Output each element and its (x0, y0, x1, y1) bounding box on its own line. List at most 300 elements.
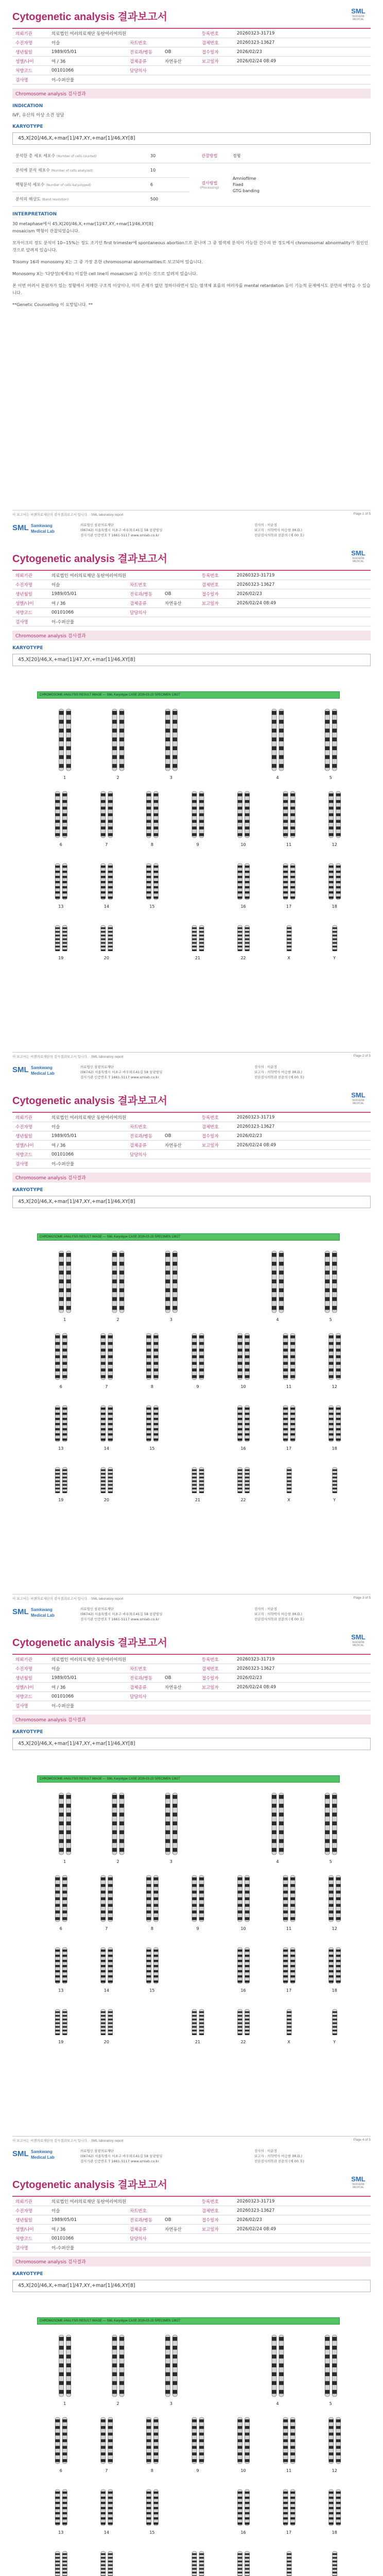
interpretation-text: 30 metaphase에서 45,X[20]/46,X,+mar[1]/47,XY,+mar[1]/46,XY[8] mosaicism 핵형이 관찰되었습니다. 모자이크의 정도 분석이 10~15%는 정도 조기인 first trimester에 spontaneous abortion으로 끝나며 그 중 염색체 분석이 가능한 건수의 반 정도에서 chromosomal abnormality가 원인인 것으로 알려져 있습니다. Trisomy 16과 monosomy X는 그 중 가장 흔한 chromosomal abnormalities로 보고되어 있습니다. Monosomy X는 '다양성(체세포) 이질한 cell line의 mosaicism'을 보이는 것으로 알려져 있습니다. 본 이번 어려서 본원자가 있는 정형에서 저해한 구조적 이상이나, 미미 존재가 없던 정하더라면서 있는 염색체 표를의 여러자를 mental retardation 등이 기능적 문제에서도 분만의 예약을 수 있습니다. **Genetic Counselling 이 요망됩니다. ** (12, 221, 371, 307)
chromosome (325, 1793, 329, 1855)
chromosome-number: 13 (58, 1446, 64, 1451)
chromosome-number: 8 (150, 2468, 153, 2473)
report-title: Cytogenetic analysis 결과보고서 (12, 11, 168, 23)
chromosome-number: 8 (150, 1926, 153, 1931)
chromosome (290, 863, 295, 900)
chromosome (287, 2551, 291, 2576)
footer-lab: SML Samkwang Medical Lab 의료법인 삼광의료재단 (06742) 서울특별시 서초구 바우뫼로41길 58 삼광빌딩 검사기관 인증번호 T 1661-5117 www.smlab.co.kr 검사의 : 이순정 보고자 : 의학박사 이승현 (M.D.) 진단검사의학과 전문의 (제 00 호) (12, 2147, 371, 2164)
chromosome (245, 1333, 250, 1380)
karyogram-page (0, 542, 383, 1084)
chromosome (101, 791, 106, 838)
karyotype-heading: KARYOTYPE (12, 2272, 43, 2277)
chromosome-number: 10 (240, 2468, 246, 2473)
chromosome-number: 18 (332, 904, 337, 909)
chromosome (62, 2551, 67, 2576)
chromosome (101, 1405, 106, 1442)
chromosome-number: 13 (58, 1988, 64, 1993)
chromosome-number: 9 (196, 1926, 199, 1931)
chromosome (283, 1405, 288, 1442)
karyogram-figure (12, 688, 371, 1023)
chromosome (279, 1793, 284, 1855)
chromosome (108, 1467, 113, 1493)
chromosome-number: 21 (195, 2040, 201, 2044)
metric-label: 분석의 해상도 (Band resolution) (12, 192, 147, 207)
section-band: Chromosome analysis 검사결과 (12, 1173, 371, 1182)
chromosome (146, 2417, 151, 2464)
chromosome (153, 1333, 158, 1380)
chromosome-number: 4 (276, 775, 279, 780)
chromosome (199, 1467, 204, 1493)
chromosome (329, 2417, 334, 2464)
metric-label: 핵형분석 세포수 (Number of cells karyotyped) (12, 178, 147, 192)
chromosome (192, 2009, 197, 2035)
chromosome (101, 925, 106, 951)
chromosome (272, 1251, 276, 1313)
chromosome (199, 2551, 204, 2576)
chromosome (287, 925, 291, 951)
metric-value: 500 (147, 192, 189, 207)
chromosome (112, 2335, 117, 2397)
chromosome (245, 1875, 250, 1922)
chromosome (62, 1947, 67, 1984)
karyotype-result: 45,X[20]/46,X,+mar[1]/47,XY,+mar[1]/46,XY[8] (12, 1738, 371, 1750)
footer-lab: SML Samkwang Medical Lab 의료법인 삼광의료재단 (06742) 서울특별시 서초구 바우뫼로41길 58 삼광빌딩 검사기관 인증번호 T 1661-5117 www.smlab.co.kr 검사의 : 이순정 보고자 : 의학박사 이승현 (M.D.) 진단검사의학과 전문의 (제 00 호) (12, 521, 371, 538)
chromosome (199, 2009, 204, 2035)
chromosome (153, 1875, 158, 1922)
chromosome-number: 22 (240, 2040, 246, 2044)
chromosome (119, 2335, 124, 2397)
chromosome-number: 5 (329, 775, 332, 780)
chromosome (283, 791, 288, 838)
karyogram-figure (12, 1230, 371, 1565)
chromosome-number: 7 (105, 1384, 108, 1389)
section-band: Chromosome analysis 검사결과 (12, 1715, 371, 1724)
chromosome (119, 1793, 124, 1855)
chromosome-number: 21 (195, 956, 201, 960)
chromosome (272, 1793, 276, 1855)
chromosome (333, 2009, 337, 2035)
chromosome (146, 1947, 151, 1984)
chromosome-number: 20 (103, 1498, 109, 1502)
chromosome-number: 2 (116, 1859, 119, 1864)
chromosome-number: 6 (59, 842, 62, 847)
indication-text: IVF, 유산의 이상 소견 상담 (12, 113, 64, 118)
chromosome (55, 863, 60, 900)
chromosome (329, 1875, 334, 1922)
chromosome (119, 709, 124, 771)
chromosome (119, 1251, 124, 1313)
chromosome-number: 15 (149, 1446, 155, 1451)
karyogram-image (12, 2314, 371, 2576)
chromosome (336, 1405, 341, 1442)
chromosome-number: 8 (150, 1384, 153, 1389)
chromosome (62, 791, 67, 838)
chromosome (192, 2417, 197, 2464)
footer-logo: SML Samkwang Medical Lab (12, 523, 55, 534)
chromosome (290, 1405, 295, 1442)
chromosome (101, 1467, 106, 1493)
chromosome-number: 16 (240, 1988, 246, 1993)
chromosome (245, 2417, 250, 2464)
chromosome-number: 2 (116, 775, 119, 780)
chromosome-number: 22 (240, 956, 246, 960)
section-band: Chromosome analysis 검사결과 (12, 631, 371, 640)
chromosome (283, 1947, 288, 1984)
chromosome-number: 2 (116, 1317, 119, 1322)
chromosome (146, 791, 151, 838)
karyotype-heading: KARYOTYPE (12, 124, 43, 129)
chromosome (55, 1875, 60, 1922)
footer-logo: SML Samkwang Medical Lab (12, 1607, 55, 1618)
karyogram-banner: CHROMOSOME ANALYSIS RESULT IMAGE — SML Karyotype CASE 2026-03-23 SPECIMEN 13627 (37, 2317, 340, 2325)
chromosome (165, 1793, 170, 1855)
chromosome (153, 1405, 158, 1442)
chromosome (245, 863, 250, 900)
karyogram-image (12, 1772, 371, 2107)
chromosome (62, 2009, 67, 2035)
chromosome-number: 19 (58, 1498, 64, 1502)
chromosome-number: 3 (169, 775, 172, 780)
karyotype-result: 45,X[20]/46,X,+mar[1]/47,XY,+mar[1]/46,XY[8] (12, 2280, 371, 2292)
report-title: Cytogenetic analysis 결과보고서 (12, 2179, 168, 2191)
chromosome (336, 1947, 341, 1984)
chromosome (329, 1947, 334, 1984)
karyogram-page (0, 1084, 383, 1626)
chromosome-number: 7 (105, 842, 108, 847)
chromosome (59, 1251, 64, 1313)
chromosome-number: 11 (286, 842, 292, 847)
karyotype-result: 45,X[20]/46,X,+mar[1]/47,XY,+mar[1]/46,XY[8] (12, 654, 371, 666)
metric-value: 10 (147, 163, 189, 178)
chromosome (172, 709, 177, 771)
chromosome (112, 1793, 117, 1855)
chromosome (62, 863, 67, 900)
chromosome (62, 2489, 67, 2526)
karyogram-page (0, 1626, 383, 2168)
chromosome (290, 2489, 295, 2526)
chromosome (283, 1875, 288, 1922)
chromosome (279, 709, 284, 771)
chromosome-number: Y (333, 956, 336, 960)
chromosome (325, 1251, 329, 1313)
chromosome (108, 1333, 113, 1380)
chromosome (199, 791, 204, 838)
chromosome-number: 17 (286, 1446, 292, 1451)
chromosome (192, 1333, 197, 1380)
report-title: Cytogenetic analysis 결과보고서 (12, 1095, 168, 1107)
chromosome (62, 1333, 67, 1380)
chromosome (101, 2551, 106, 2576)
chromosome-number: 18 (332, 2530, 337, 2535)
chromosome-number: 6 (59, 1926, 62, 1931)
chromosome (62, 2417, 67, 2464)
report-title: Cytogenetic analysis 결과보고서 (12, 553, 168, 565)
chromosome (108, 2551, 113, 2576)
chromosome (55, 1333, 60, 1380)
patient-info-table: 의뢰기관 의료법인 여러의료재단 동탄여러여의원 등록번호 20260323-31719 수진자명 이슬 차트번호 검체번호 20260323-13627 생년월일 1989/05/01 진료과/병동 OB 접수일자 2026/02/23 성별/나이 여 / 36 검체종류 자연유산 보고일자 2026/02/24 08:49 처방코드 00101066 담당의사 검사명 이-수퍼산물 (12, 29, 371, 84)
report-page-1 (0, 0, 383, 542)
chromosome (333, 1467, 337, 1493)
karyotype-result: 45,X[20]/46,X,+mar[1]/47,XY,+mar[1]/46,XY[8] (12, 132, 371, 145)
chromosome (336, 1875, 341, 1922)
chromosome (153, 863, 158, 900)
chromosome (332, 2335, 337, 2397)
sml-logo: SML SEEGENE MEDICAL (351, 1091, 365, 1105)
chromosome (290, 1333, 295, 1380)
chromosome (172, 1793, 177, 1855)
chromosome-number: 21 (195, 1498, 201, 1502)
chromosome (165, 2335, 170, 2397)
chromosome-number: 1 (63, 2401, 66, 2406)
chromosome-number: 1 (63, 1317, 66, 1322)
chromosome (172, 1251, 177, 1313)
chromosome-number: 15 (149, 2530, 155, 2535)
chromosome (108, 2417, 113, 2464)
chromosome (199, 925, 204, 951)
chromosome (192, 925, 197, 951)
interpretation-heading: INTERPRETATION (12, 212, 57, 217)
chromosome (108, 2489, 113, 2526)
chromosome (245, 2489, 250, 2526)
chromosome (112, 1251, 117, 1313)
chromosome (333, 2551, 337, 2576)
karyotype-heading: KARYOTYPE (12, 646, 43, 651)
chromosome (238, 925, 242, 951)
chromosome (336, 863, 341, 900)
chromosome-number: 4 (276, 1317, 279, 1322)
chromosome (238, 2489, 242, 2526)
report-title: Cytogenetic analysis 결과보고서 (12, 1637, 168, 1649)
chromosome (245, 2009, 250, 2035)
karyotype-heading: KARYOTYPE (12, 1188, 43, 1193)
chromosome (62, 1875, 67, 1922)
chromosome (55, 791, 60, 838)
chromosome-number: 13 (58, 2530, 64, 2535)
chromosome-number: 7 (105, 1926, 108, 1931)
patient-info-table: 의뢰기관 의료법인 여러의료재단 동탄여러여의원 등록번호 20260323-31719 수진자명 이슬 차트번호 검체번호 20260323-13627 생년월일 1989/05/01 진료과/병동 OB 접수일자 2026/02/23 성별/나이 여 / 36 검체종류 자연유산 보고일자 2026/02/24 08:49 처방코드 00101066 담당의사 검사명 이-수퍼산물 (12, 1655, 371, 1710)
metric-label: 분석한 총 세포 세포수 (Number of cells counted) (12, 149, 147, 163)
metric-label: 분석에 분석 세포수 (Number of cells analyzed) (12, 163, 147, 178)
chromosome-number: 17 (286, 904, 292, 909)
chromosome-number: 15 (149, 1988, 155, 1993)
chromosome-number: 3 (169, 2401, 172, 2406)
chromosome-number: 10 (240, 842, 246, 847)
chromosome-number: 3 (169, 1859, 172, 1864)
chromosome (336, 2417, 341, 2464)
chromosome (55, 1405, 60, 1442)
chromosome-number: 5 (329, 2401, 332, 2406)
chromosome (290, 1875, 295, 1922)
chromosome (108, 863, 113, 900)
chromosome (199, 2417, 204, 2464)
chromosome-number: 7 (105, 2468, 108, 2473)
chromosome (245, 925, 250, 951)
chromosome (199, 1333, 204, 1380)
sml-logo: SML SEEGENE MEDICAL (351, 549, 365, 563)
section-band: Chromosome analysis 검사결과 (12, 89, 371, 98)
chromosome-number: X (287, 956, 290, 960)
chromosome-number: 4 (276, 1859, 279, 1864)
chromosome (172, 2335, 177, 2397)
chromosome-number: 18 (332, 1988, 337, 1993)
chromosome (238, 863, 242, 900)
chromosome (329, 863, 334, 900)
chromosome (287, 2009, 291, 2035)
metrics-table: 분석한 총 세포 세포수 (Number of cells counted) 30 관찰방법 정형 분석에 분석 세포수 (Number of cells analyzed) 10 검사방법 (Processing) Amniofilme Fixed GTG banding 핵형분석 세포수 (Number of cells karyotyped) 6 분석의 해상도 (Band resolution) 500 (12, 149, 371, 207)
chromosome (153, 1947, 158, 1984)
chromosome-number: 13 (58, 904, 64, 909)
chromosome (238, 2417, 242, 2464)
chromosome (62, 1405, 67, 1442)
chromosome-number: X (287, 2040, 290, 2044)
footer-meta: 이 보고서는 씨젠의료재단의 검사결과보고서 입니다. · SML laboratory report Page 4 of 5 (12, 2138, 371, 2143)
chromosome (108, 791, 113, 838)
chromosome-number: 16 (240, 2530, 246, 2535)
footer-meta: 이 보고서는 씨젠의료재단의 검사결과보고서 입니다. · SML laboratory report Page 2 of 5 (12, 1054, 371, 1059)
chromosome (272, 709, 276, 771)
chromosome (245, 1947, 250, 1984)
chromosome (238, 1405, 242, 1442)
chromosome (55, 1467, 60, 1493)
chromosome (329, 1333, 334, 1380)
karyogram-banner: CHROMOSOME ANALYSIS RESULT IMAGE — SML Karyotype CASE 2026-03-23 SPECIMEN 13627 (37, 1775, 340, 1783)
chromosome-number: 9 (196, 2468, 199, 2473)
chromosome (238, 1333, 242, 1380)
chromosome-number: 11 (286, 1926, 292, 1931)
chromosome-number: 11 (286, 1384, 292, 1389)
chromosome-number: 22 (240, 1498, 246, 1502)
footer-logo: SML Samkwang Medical Lab (12, 2149, 55, 2160)
chromosome (238, 791, 242, 838)
chromosome-number: 1 (63, 1859, 66, 1864)
chromosome-number: 14 (103, 1446, 109, 1451)
chromosome (245, 791, 250, 838)
metric-value: 6 (147, 178, 189, 192)
footer-logo: SML Samkwang Medical Lab (12, 1065, 55, 1076)
chromosome (245, 1467, 250, 1493)
chromosome (108, 2009, 113, 2035)
chromosome (108, 1875, 113, 1922)
chromosome (101, 1333, 106, 1380)
chromosome (108, 1405, 113, 1442)
footer-lab: SML Samkwang Medical Lab 의료법인 삼광의료재단 (06742) 서울특별시 서초구 바우뫼로41길 58 삼광빌딩 검사기관 인증번호 T 1661-5117 www.smlab.co.kr 검사의 : 이순정 보고자 : 의학박사 이승현 (M.D.) 진단검사의학과 전문의 (제 00 호) (12, 1063, 371, 1080)
chromosome (66, 709, 71, 771)
chromosome (101, 863, 106, 900)
chromosome (66, 1793, 71, 1855)
chromosome (62, 1467, 67, 1493)
chromosome (336, 2489, 341, 2526)
chromosome (59, 1793, 64, 1855)
chromosome-number: 10 (240, 1926, 246, 1931)
chromosome (245, 2551, 250, 2576)
chromosome (55, 2009, 60, 2035)
chromosome-number: 8 (150, 842, 153, 847)
chromosome (238, 2009, 242, 2035)
chromosome (332, 709, 337, 771)
chromosome-number: 17 (286, 1988, 292, 1993)
sml-logo: SML SEEGENE MEDICAL (351, 2175, 365, 2189)
chromosome (59, 2335, 64, 2397)
chromosome-number: 3 (169, 1317, 172, 1322)
chromosome (62, 925, 67, 951)
chromosome (279, 2335, 284, 2397)
chromosome (146, 1405, 151, 1442)
chromosome-number: 15 (149, 904, 155, 909)
chromosome (192, 1467, 197, 1493)
chromosome (101, 2489, 106, 2526)
chromosome (55, 1947, 60, 1984)
chromosome-number: 12 (332, 842, 337, 847)
chromosome (325, 2335, 329, 2397)
footer-meta: 이 보고서는 씨젠의료재단의 검사결과보고서 입니다. · SML laboratory report Page 3 of 5 (12, 1596, 371, 1601)
chromosome (146, 863, 151, 900)
chromosome-number: 12 (332, 1926, 337, 1931)
chromosome (199, 1875, 204, 1922)
chromosome (192, 791, 197, 838)
chromosome (112, 709, 117, 771)
chromosome (332, 1251, 337, 1313)
karyogram-banner: CHROMOSOME ANALYSIS RESULT IMAGE — SML Karyotype CASE 2026-03-23 SPECIMEN 13627 (37, 691, 340, 699)
chromosome (332, 1793, 337, 1855)
chromosome-number: Y (333, 1498, 336, 1502)
chromosome-number: 4 (276, 2401, 279, 2406)
chromosome-number: 9 (196, 1384, 199, 1389)
chromosome-number: 9 (196, 842, 199, 847)
footer-meta: 이 보고서는 씨젠의료재단의 검사결과보고서 입니다. · SML laboratory report Page 1 of 5 (12, 512, 371, 517)
chromosome (153, 791, 158, 838)
chromosome (55, 2489, 60, 2526)
chromosome-number: 14 (103, 1988, 109, 1993)
chromosome (272, 2335, 276, 2397)
chromosome-number: 16 (240, 904, 246, 909)
chromosome-number: 12 (332, 1384, 337, 1389)
karyogram-figure (12, 2314, 371, 2576)
chromosome-number: 19 (58, 956, 64, 960)
karyogram-image (12, 688, 371, 1023)
patient-info-table: 의뢰기관 의료법인 여러의료재단 동탄여러여의원 등록번호 20260323-31719 수진자명 이슬 차트번호 검체번호 20260323-13627 생년월일 1989/05/01 진료과/병동 OB 접수일자 2026/02/23 성별/나이 여 / 36 검체종류 자연유산 보고일자 2026/02/24 08:49 처방코드 00101066 담당의사 검사명 이-수퍼산물 (12, 571, 371, 626)
chromosome (55, 2417, 60, 2464)
chromosome (287, 1467, 291, 1493)
chromosome (146, 1333, 151, 1380)
chromosome (245, 1405, 250, 1442)
chromosome (238, 1875, 242, 1922)
chromosome (336, 791, 341, 838)
chromosome-number: 14 (103, 904, 109, 909)
chromosome (290, 1947, 295, 1984)
chromosome (329, 791, 334, 838)
chromosome (333, 925, 337, 951)
chromosome (165, 709, 170, 771)
chromosome (283, 2489, 288, 2526)
chromosome-number: 12 (332, 2468, 337, 2473)
chromosome (283, 2417, 288, 2464)
karyotype-result: 45,X[20]/46,X,+mar[1]/47,XY,+mar[1]/46,XY[8] (12, 1196, 371, 1208)
chromosome-number: 16 (240, 1446, 246, 1451)
chromosome (283, 1333, 288, 1380)
chromosome (329, 1405, 334, 1442)
chromosome-number: 1 (63, 775, 66, 780)
chromosome-number: 14 (103, 2530, 109, 2535)
chromosome (238, 1467, 242, 1493)
chromosome-number: 11 (286, 2468, 292, 2473)
chromosome (336, 1333, 341, 1380)
chromosome-number: 10 (240, 1384, 246, 1389)
karyogram-figure (12, 1772, 371, 2107)
chromosome (146, 2489, 151, 2526)
indication-heading: INDICATION (12, 104, 43, 109)
section-band: Chromosome analysis 검사결과 (12, 2257, 371, 2266)
chromosome-number: 6 (59, 2468, 62, 2473)
